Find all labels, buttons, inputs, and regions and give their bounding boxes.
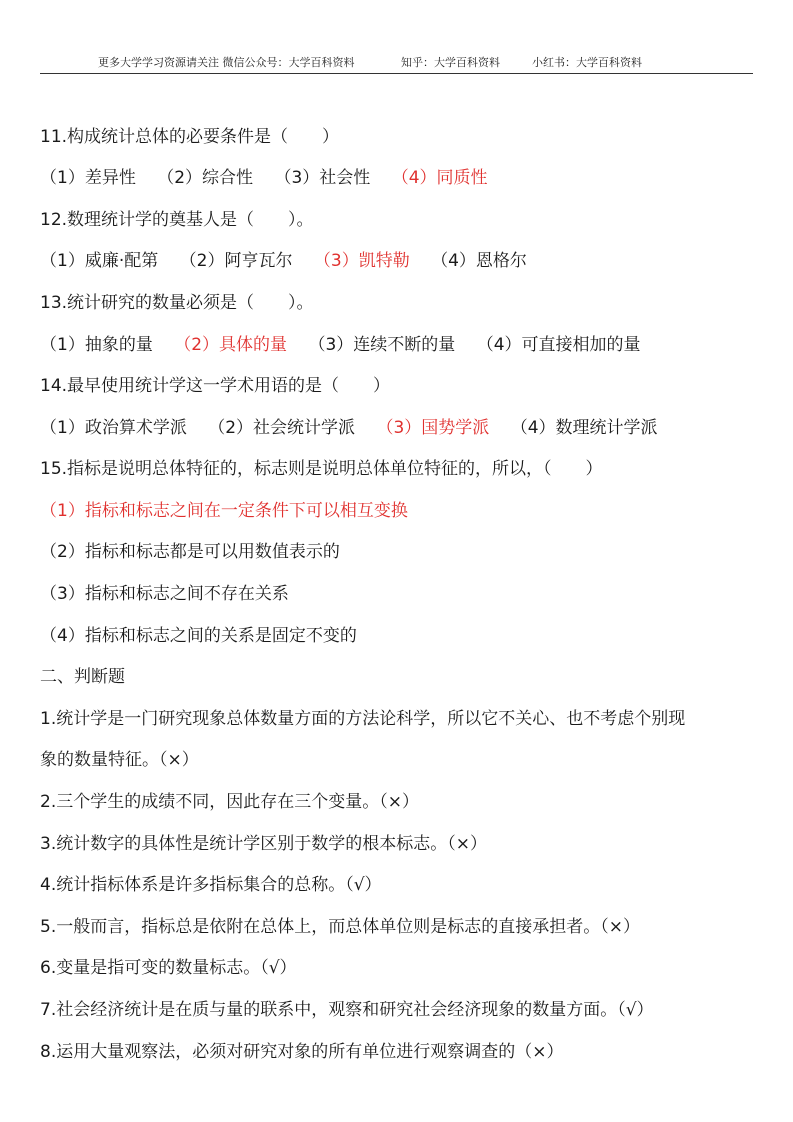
header-divider bbox=[40, 73, 753, 74]
question-12-stem: 12.数理统计学的奠基人是（ ）。 bbox=[40, 210, 314, 230]
question-13-stem: 13.统计研究的数量必须是（ ）。 bbox=[40, 293, 314, 313]
section-title-true-false: 二、判断题 bbox=[40, 667, 125, 687]
header-xiaohongshu-text: 小红书：大学百科资料 bbox=[532, 56, 642, 69]
tf-question-8: 8.运用大量观察法，必须对研究对象的所有单位进行观察调查的（×） bbox=[40, 1042, 564, 1062]
tf-question-4: 4.统计指标体系是许多指标集合的总称。（√） bbox=[40, 875, 382, 895]
q14-option-2: （2）社会统计学派 bbox=[208, 418, 356, 438]
header-wechat-text: 更多大学学习资源请关注 微信公众号：大学百科资料 bbox=[98, 56, 355, 69]
tf-question-7: 7.社会经济统计是在质与量的联系中，观察和研究社会经济现象的数量方面。（√） bbox=[40, 1000, 654, 1020]
q11-option-3: （3）社会性 bbox=[274, 168, 371, 188]
q14-option-4: （4）数理统计学派 bbox=[510, 418, 658, 438]
tf-question-5: 5.一般而言，指标总是依附在总体上，而总体单位则是标志的直接承担者。（×） bbox=[40, 917, 640, 937]
q14-option-3-answer: （3）国势学派 bbox=[376, 418, 490, 438]
q13-option-3: （3）连续不断的量 bbox=[308, 335, 456, 355]
q11-option-1: （1）差异性 bbox=[40, 168, 136, 188]
q12-option-1: （1）威廉·配第 bbox=[40, 251, 159, 271]
tf-question-1-line-1: 1.统计学是一门研究现象总体数量方面的方法论科学，所以它不关心、也不考虑个别现 bbox=[40, 709, 686, 729]
question-14-options bbox=[40, 417, 674, 439]
tf-question-6: 6.变量是指可变的数量标志。（√） bbox=[40, 958, 297, 978]
q11-option-2: （2）综合性 bbox=[157, 168, 254, 188]
q13-option-1: （1）抽象的量 bbox=[40, 335, 153, 355]
q13-option-4: （4）可直接相加的量 bbox=[476, 335, 641, 355]
question-15-stem: 15.指标是说明总体特征的，标志则是说明总体单位特征的，所以，（ ） bbox=[40, 459, 603, 479]
q12-option-4: （4）恩格尔 bbox=[431, 251, 527, 271]
tf-question-1-line-2: 象的数量特征。（×） bbox=[40, 750, 199, 770]
q13-option-2-answer: （2）具体的量 bbox=[174, 335, 288, 355]
question-11-options bbox=[40, 167, 504, 189]
tf-question-3: 3.统计数字的具体性是统计学区别于数学的根本标志。（×） bbox=[40, 834, 487, 854]
q15-option-1-answer: （1）指标和标志之间在一定条件下可以相互变换 bbox=[40, 501, 408, 521]
header-zhihu-text: 知乎：大学百科资料 bbox=[401, 56, 500, 69]
q14-option-1: （1）政治算术学派 bbox=[40, 418, 187, 438]
q12-option-2: （2）阿亨瓦尔 bbox=[179, 251, 293, 271]
q12-option-3-answer: （3）凯特勒 bbox=[313, 251, 410, 271]
question-13-options bbox=[40, 334, 657, 356]
q11-option-4-answer: （4）同质性 bbox=[391, 168, 488, 188]
q15-option-4: （4）指标和标志之间的关系是固定不变的 bbox=[40, 626, 357, 646]
question-11-stem: 11.构成统计总体的必要条件是（ ） bbox=[40, 127, 340, 147]
page-header bbox=[40, 52, 753, 74]
question-12-options bbox=[40, 250, 543, 272]
q15-option-2: （2）指标和标志都是可以用数值表示的 bbox=[40, 542, 340, 562]
q15-option-3: （3）指标和标志之间不存在关系 bbox=[40, 584, 289, 604]
tf-question-2: 2.三个学生的成绩不同，因此存在三个变量。（×） bbox=[40, 792, 419, 812]
question-14-stem: 14.最早使用统计学这一学术用语的是（ ） bbox=[40, 376, 391, 396]
